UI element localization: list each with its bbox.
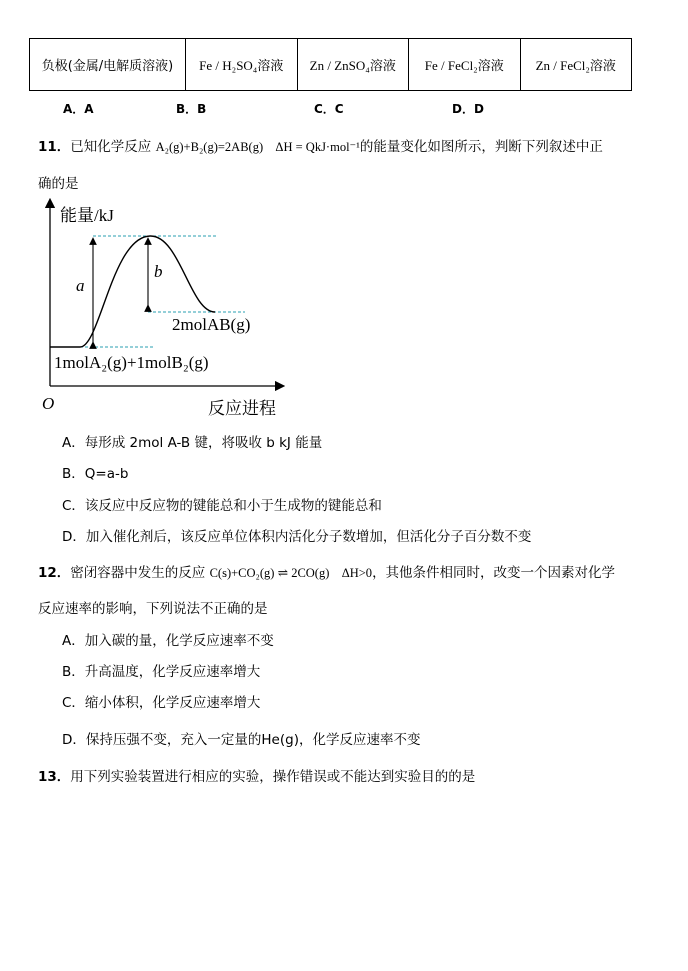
q10-options-table [29, 38, 632, 91]
q12-stem-suffix: ，其他条件相同时，改变一个因素对化学 [372, 565, 616, 581]
q12-equation: C(s)+CO₂(g) ⇌ 2CO(g) [209, 566, 330, 580]
q11-option-c[interactable]: C．该反应中反应物的键能总和小于生成物的键能总和 [62, 498, 382, 514]
q12-stem-line1 [38, 561, 615, 581]
q11-stem-suffix: 的能量变化如图所示，判断下列叙述中正 [359, 139, 603, 155]
table-cell-header: 负极(金属/电解质溶液) [30, 39, 186, 91]
q12-stem-prefix: 密闭容器中发生的反应 [70, 565, 206, 581]
q11-stem-line2: 确的是 [38, 176, 79, 192]
table-cell-option-a: Fe / H₂SO₄溶液 [186, 39, 298, 91]
table-cell-option-d: Zn / FeCl₂溶液 [520, 39, 632, 91]
q11-enthalpy: ΔH = QkJ·mol⁻¹ [275, 140, 360, 154]
q11-equation: A₂(g)+B₂(g)=2AB(g) [155, 140, 264, 154]
table-cell-option-b: Zn / ZnSO₄溶液 [297, 39, 409, 91]
q12-stem-line2: 反应速率的影响，下列说法不正确的是 [38, 601, 268, 617]
table-cell-option-c: Fe / FeCl₂溶液 [409, 39, 521, 91]
q12-enthalpy: ΔH>0 [341, 566, 373, 580]
origin-label: O [42, 394, 55, 413]
q11-option-b[interactable]: B．Q=a-b [62, 466, 129, 482]
products-label: 2molAB(g) [172, 315, 251, 334]
reactants-label: 1molA₂(g)+1molB₂(g) [54, 353, 209, 372]
q11-option-a[interactable]: A．每形成 2mol A-B 键，将吸收 b kJ 能量 [62, 435, 323, 451]
q11-stem-prefix: 已知化学反应 [70, 139, 152, 155]
q11-number: 11． [38, 139, 71, 155]
energy-diagram [0, 195, 320, 420]
q13-stem-text: 用下列实验装置进行相应的实验，操作错误或不能达到实验目的的是 [70, 769, 476, 785]
q10-choice-b[interactable]: B．B [176, 102, 207, 116]
q11-stem-line1 [38, 135, 603, 155]
q10-choice-d[interactable]: D．D [452, 102, 484, 116]
q10-choice-c[interactable]: C．C [314, 102, 344, 116]
q12-option-c[interactable]: C．缩小体积，化学反应速率增大 [62, 695, 261, 711]
q13-stem [38, 765, 475, 785]
label-b: b [154, 262, 163, 281]
q10-choice-a[interactable]: A．A [63, 102, 94, 116]
y-axis-label: 能量/kJ [60, 206, 114, 225]
q12-number: 12． [38, 565, 71, 581]
q13-number: 13． [38, 769, 71, 785]
x-axis-label: 反应进程 [208, 399, 276, 418]
q12-option-d[interactable]: D．保持压强不变，充入一定量的He(g)，化学反应速率不变 [62, 732, 421, 748]
label-a: a [76, 276, 85, 295]
q12-option-b[interactable]: B．升高温度，化学反应速率增大 [62, 664, 261, 680]
q11-option-d[interactable]: D．加入催化剂后，该反应单位体积内活化分子数增加，但活化分子百分数不变 [62, 529, 532, 545]
table-row [30, 39, 632, 91]
q12-option-a[interactable]: A．加入碳的量，化学反应速率不变 [62, 633, 274, 649]
